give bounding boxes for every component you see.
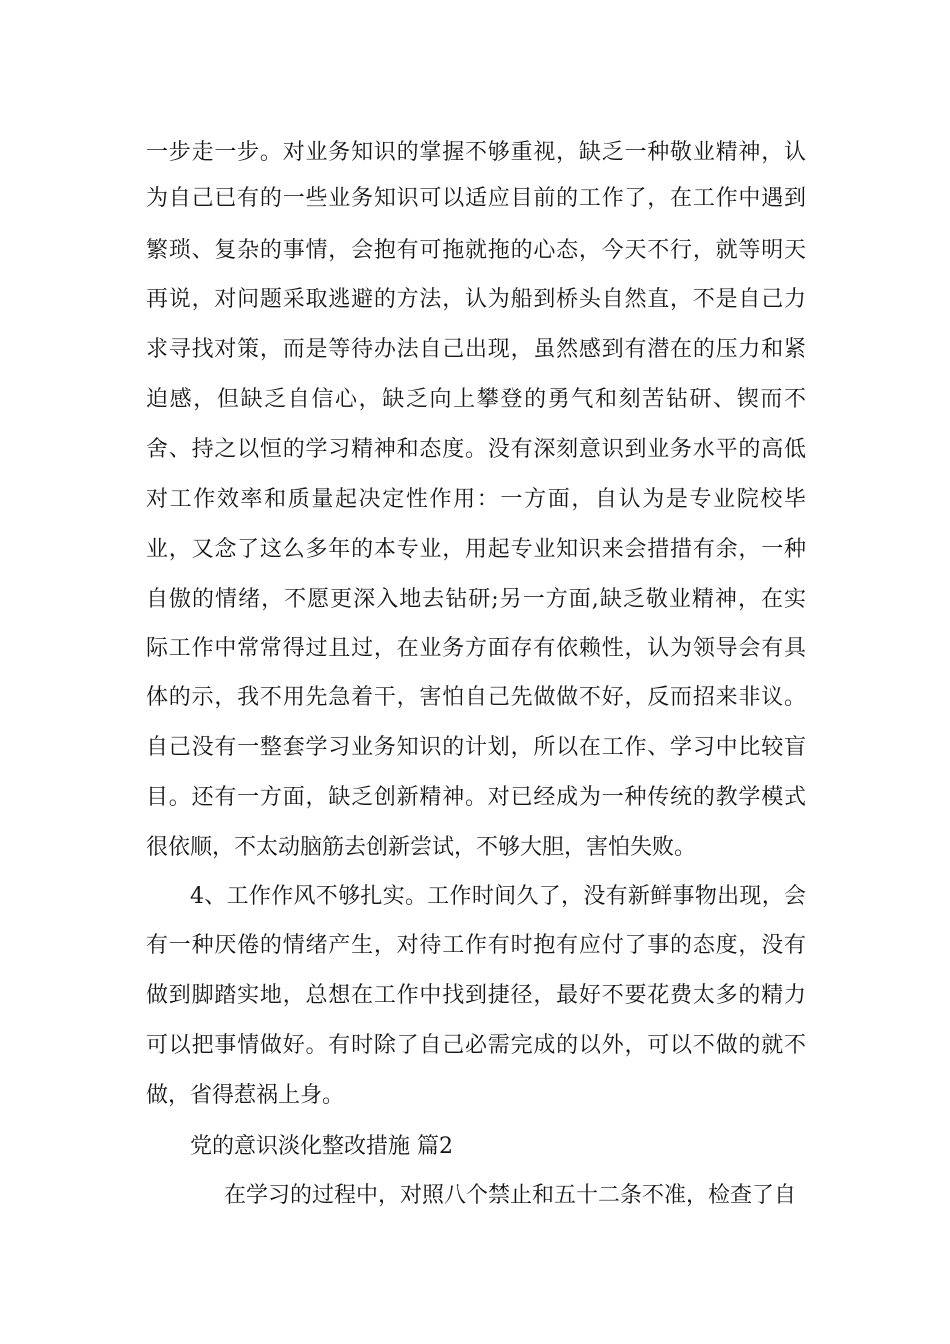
- body-text-line: 在学习的过程中，对照八个禁止和五十二条不准，检查了自: [224, 1183, 797, 1208]
- body-text-line: 一步走一步。对业务知识的掌握不够重视，缺乏一种敬业精神，认: [146, 140, 806, 165]
- body-text-line: 目。还有一方面，缺乏创新精神。对已经成为一种传统的教学模式: [146, 785, 806, 810]
- body-text-line: 有一种厌倦的情绪产生，对待工作有时抱有应付了事的态度，没有: [146, 933, 806, 958]
- body-text-line: 自傲的情绪，不愿更深入地去钻研;另一方面,缺乏敬业精神，在实: [146, 587, 806, 612]
- body-text-line: 很依顺，不太动脑筋去创新尝试，不够大胆，害怕失败。: [146, 835, 697, 860]
- body-text-line: 4、工作作风不够扎实。工作时间久了，没有新鲜事物出现，会: [190, 884, 806, 909]
- body-text-line: 再说，对问题采取逃避的方法，认为船到桥头自然直，不是自己力: [146, 287, 806, 312]
- body-text-line: 自己没有一整套学习业务知识的计划，所以在工作、学习中比较盲: [146, 735, 806, 760]
- body-text-line: 业，又念了这么多年的本专业，用起专业知识来会措措有余，一种: [146, 537, 806, 562]
- body-text-line: 迫感，但缺乏自信心，缺乏向上攀登的勇气和刻苦钻研、锲而不: [146, 387, 806, 412]
- body-text-line: 做，省得惹祸上身。: [146, 1083, 345, 1108]
- body-text-line: 为自己已有的一些业务知识可以适应目前的工作了，在工作中遇到: [146, 186, 806, 211]
- section-heading: 党的意识淡化整改措施 篇2: [190, 1134, 453, 1159]
- body-text-line: 际工作中常常得过且过，在业务方面存有依赖性，认为领导会有具: [146, 636, 806, 661]
- body-text-line: 繁琐、复杂的事情，会抱有可拖就拖的心态，今天不行，就等明天: [146, 238, 806, 263]
- body-text-line: 舍、持之以恒的学习精神和态度。没有深刻意识到业务水平的高低: [146, 437, 806, 462]
- body-text-line: 求寻找对策，而是等待办法自己出现，虽然感到有潜在的压力和紧: [146, 337, 806, 362]
- body-text-line: 对工作效率和质量起决定性作用：一方面，自认为是专业院校毕: [146, 487, 806, 512]
- body-text-line: 可以把事情做好。有时除了自己必需完成的以外，可以不做的就不: [146, 1033, 806, 1058]
- body-text-line: 做到脚踏实地，总想在工作中找到捷径，最好不要花费太多的精力: [146, 983, 806, 1008]
- body-text-line: 体的示，我不用先急着干，害怕自己先做做不好，反而招来非议。: [146, 685, 806, 710]
